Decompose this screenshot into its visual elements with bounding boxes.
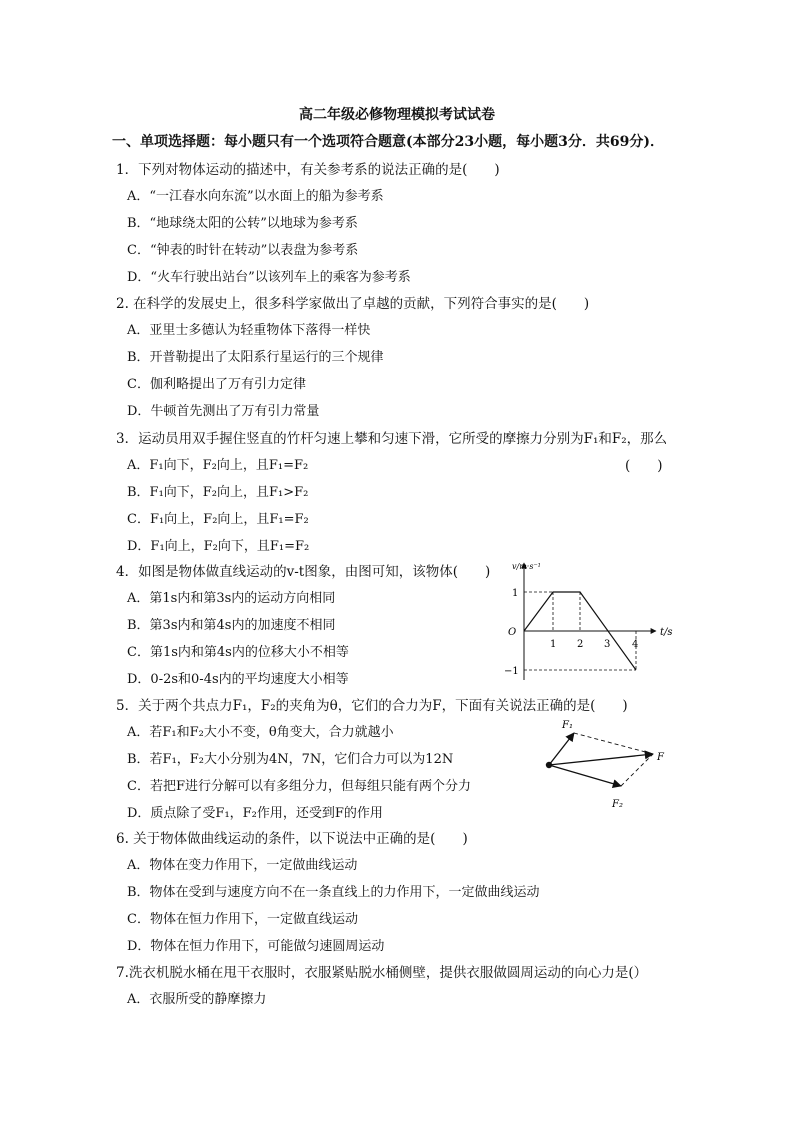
question-1-option-c: C．“钟表的时针在转动”以表盘为参考系	[127, 243, 359, 258]
question-2-option-d: D．牛顿首先测出了万有引力常量	[127, 404, 320, 419]
question-2-option-b: B．开普勒提出了太阳系行星运行的三个规律	[127, 350, 384, 365]
question-5-option-c: C．若把F进行分解可以有多组分力，但每组只能有两个分力	[127, 779, 471, 794]
question-1-stem: 1．下列对物体运动的描述中，有关参考系的说法正确的是( )	[116, 162, 500, 178]
vt-graph	[498, 555, 690, 685]
question-3-option-d: D．F₁向上，F₂向下，且F₁=F₂	[127, 539, 310, 554]
question-6-option-c: C．物体在恒力作用下，一定做直线运动	[127, 912, 358, 927]
vt-x-tick-3: 3	[604, 639, 611, 650]
force-f1-vector	[549, 733, 574, 765]
question-3-answer-paren: ( )	[625, 458, 663, 474]
question-2-stem: 2. 在科学的发展史上，很多科学家做出了卓越的贡献，下列符合事实的是( )	[116, 296, 590, 312]
question-1-option-b: B．“地球绕太阳的公转”以地球为参考系	[127, 216, 358, 231]
force-parallelogram-edge-2	[621, 754, 653, 786]
question-7-stem: 7.洗衣机脱水桶在甩干衣服时，衣服紧贴脱水桶侧壁，提供衣服做圆周运动的向心力是(）	[116, 965, 648, 981]
vt-origin-label: O	[508, 627, 517, 638]
question-5-option-b: B．若F₁，F₂大小分别为4N，7N，它们合力可以为12N	[127, 752, 454, 767]
question-1-option-d: D．“火车行驶出站台”以该列车上的乘客为参考系	[127, 270, 411, 285]
force-parallelogram-edge-1	[574, 733, 653, 754]
question-4-option-a: A．第1s内和第3s内的运动方向相同	[127, 591, 336, 606]
question-3-option-b: B．F₁向下，F₂向上，且F₁>F₂	[127, 485, 309, 500]
question-5-option-d: D．质点除了受F₁，F₂作用，还受到F的作用	[127, 806, 383, 821]
question-5-option-a: A．若F₁和F₂大小不变，θ角变大，合力就越小	[127, 725, 394, 740]
question-7-option-a: A．衣服所受的静摩擦力	[127, 992, 267, 1007]
vt-x-label: t/s	[660, 627, 673, 638]
vt-x-tick-1: 1	[550, 639, 557, 650]
question-6-option-b: B．物体在受到与速度方向不在一条直线上的力作用下，一定做曲线运动	[127, 885, 540, 900]
question-2-option-a: A．亚里士多德认为轻重物体下落得一样快	[127, 323, 371, 338]
question-4-stem: 4．如图是物体做直线运动的v-t图象，由图可知，该物体( )	[116, 564, 491, 580]
question-4-option-c: C．第1s内和第4s内的位移大小不相等	[127, 645, 349, 660]
question-3-option-c: C．F₁向上，F₂向上，且F₁=F₂	[127, 512, 309, 527]
vt-y-tick-minus1: −1	[504, 666, 519, 677]
question-2-option-c: C．伽利略提出了万有引力定律	[127, 377, 306, 392]
exam-title: 高二年级必修物理模拟考试试卷	[299, 107, 495, 123]
force-diagram	[540, 716, 670, 812]
question-4-option-d: D．0-2s和0-4s内的平均速度大小相等	[127, 672, 349, 687]
question-6-stem: 6. 关于物体做曲线运动的条件，以下说法中正确的是( )	[116, 831, 468, 847]
question-6-option-d: D．物体在恒力作用下，可能做匀速圆周运动	[127, 939, 385, 954]
question-4-option-b: B．第3s内和第4s内的加速度不相同	[127, 618, 336, 633]
question-1-option-a: A．“一江春水向东流”以水面上的船为参考系	[127, 189, 384, 204]
vt-y-label: v/m·s⁻¹	[512, 562, 541, 571]
question-5-stem: 5．关于两个共点力F₁，F₂的夹角为θ，它们的合力为F，下面有关说法正确的是( )	[116, 698, 628, 714]
force-f1-label: F₁	[562, 720, 573, 731]
force-f-label: F	[657, 752, 664, 763]
question-6-option-a: A．物体在变力作用下，一定做曲线运动	[127, 858, 358, 873]
force-f2-label: F₂	[612, 799, 623, 810]
force-f-vector	[549, 754, 653, 765]
section-heading: 一、单项选择题：每小题只有一个选项符合题意(本部分23小题，每小题3分．共69分)．	[112, 134, 664, 150]
question-3-stem: 3．运动员用双手握住竖直的竹杆匀速上攀和匀速下滑，它所受的摩擦力分别为F₁和F₂，那么	[116, 431, 668, 447]
vt-y-tick-1: 1	[512, 588, 519, 599]
vt-x-tick-4: 4	[632, 639, 639, 650]
vt-x-tick-2: 2	[577, 639, 584, 650]
question-3-option-a: A．F₁向下，F₂向上，且F₁=F₂	[127, 458, 309, 473]
force-f2-vector	[549, 765, 621, 786]
